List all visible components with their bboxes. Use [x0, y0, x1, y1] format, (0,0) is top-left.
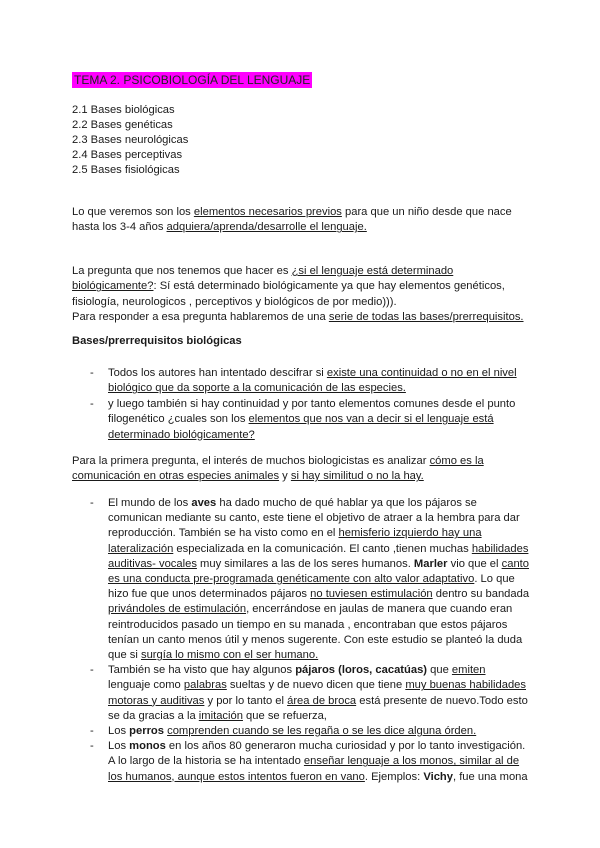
list-item-parrots: - También se ha visto que hay algunos pájaros (loros, cacatúas) que emiten lenguaje como palabras sueltas y de nuevo dicen que tiene muy buenas habilidades motoras y auditivas y por lo tanto el área de broca está presente de nuevo.Todo esto se da gracias a la imitación que se refuerza,	[90, 663, 530, 724]
biological-bullets	[90, 366, 530, 443]
first-question-paragraph: Para la primera pregunta, el interés de muchos biologicistas es analizar cómo es la comunicación en otras especies animales y si hay similitud o no la hay.	[72, 455, 484, 483]
list-item-dogs: - Los perros comprenden cuando se les regaña o se les dice alguna órden.	[90, 724, 530, 739]
toc-item: 2.4 Bases perceptivas	[72, 149, 183, 161]
list-item-monkeys: - Los monos en los años 80 generaron mucha curiosidad y por lo tanto investigación. A lo largo de la historia se ha intentado enseñar lenguaje a los monos, similar al de los humanos, aunque estos intentos fueron en vano. Ejemplos: Vichy, fue una mona	[90, 739, 530, 785]
table-of-contents	[72, 103, 372, 178]
toc-item: 2.3 Bases neurológicas	[72, 134, 189, 146]
species-bullets	[90, 496, 530, 785]
toc-item: 2.1 Bases biológicas	[72, 104, 175, 116]
page-title: TEMA 2. PSICOBIOLOGÍA DEL LENGUAJE	[74, 73, 311, 87]
toc-item: 2.5 Bases fisiológicas	[72, 164, 180, 176]
list-item: - Todos los autores han intentado descifrar si existe una continuidad o no en el nivel biológico que da soporte a la comunicación de las especies.	[90, 366, 530, 397]
section-heading: Bases/prerrequisitos biológicas	[72, 335, 242, 347]
toc-item: 2.2 Bases genéticas	[72, 119, 173, 131]
intro-paragraph: Lo que veremos son los elementos necesarios previos para que un niño desde que nace hasta los 3-4 años adquiera/aprenda/desarrolle el lenguaje.	[72, 206, 512, 234]
list-item-birds: - El mundo de los aves ha dado mucho de qué hablar ya que los pájaros se comunican mediante su canto, este tiene el objetivo de atraer a la hembra para dar reproducción. También se ha visto como en el hemisferio izquierdo hay una lateralización especializada en la comunicación. El canto ,tienen muchas habilidades auditivas- vocales muy similares a las de los seres humanos. Marler vio que el canto es una conducta pre-programada genéticamente con alto valor adaptativo. Lo que hizo fue que unos determinados pájaros no tuviesen estimulación dentro su bandada privándoles de estimulación, encerrándose en jaulas de manera que cuando eran reintroducidos pasado un tiempo en su manada , encontraban que estos pájaros tenían un canto menos útil y menos sugerente. Con este estudio se planteó la duda que si surgía lo mismo con el ser humano.	[90, 496, 530, 663]
list-item: - y luego también si hay continuidad y por tanto elementos comunes desde el punto filogenético ¿cuales son los elementos que nos van a decir si el lenguaje está determinado biológicamente?	[90, 397, 530, 443]
question-paragraph: La pregunta que nos tenemos que hacer es ¿si el lenguaje está determinado biológicamente?: Sí está determinado biológicamente ya que hay elementos genéticos, fisiología, neurologicos , perceptivos y biológicos de por medio))). Para responder a esa pregunta hablaremos de una serie de todas las bases/prerrequisitos.	[72, 265, 524, 324]
